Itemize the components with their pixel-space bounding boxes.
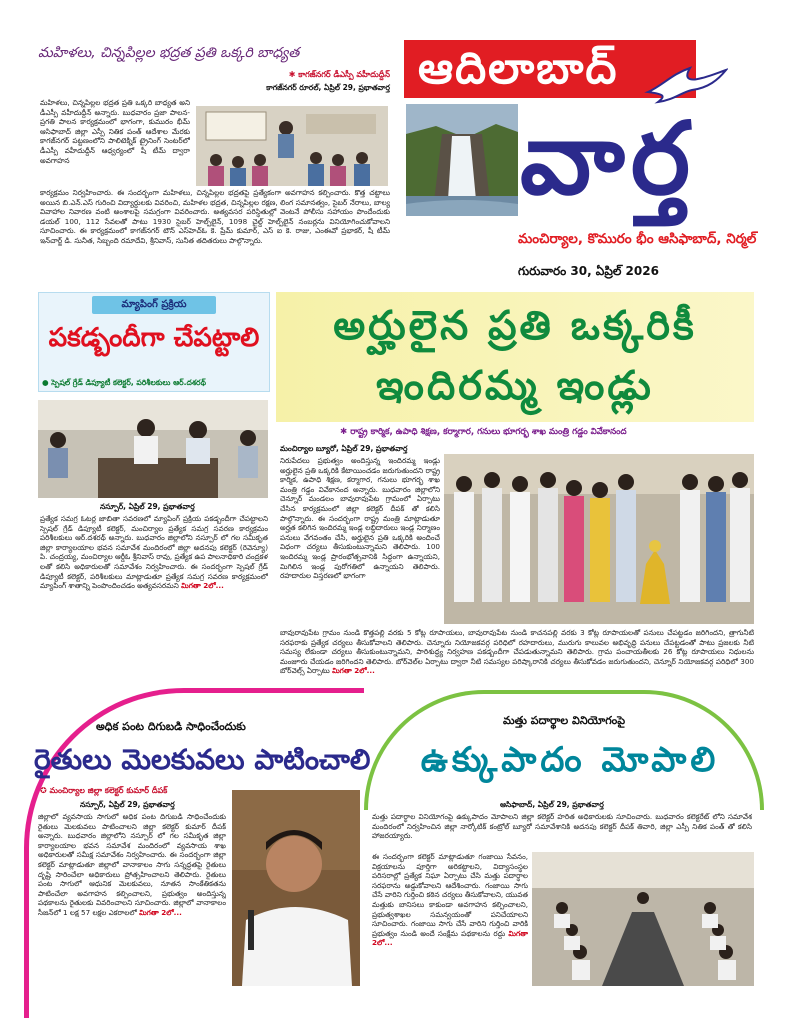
edition-date: గురువారం 30, ఏప్రిల్ 2026 [518,264,659,278]
story2-dateline: నస్పూర్, ఏప్రిల్ 29, ప్రభాతవార్త [100,502,195,511]
masthead-title-red: ఆదిలాబాద్ [404,40,696,98]
story2-continued-link[interactable]: మిగతా 2లో... [181,581,224,591]
story4-kicker: అధిక పంట దిగుబడి సాధించేందుకు [96,720,246,733]
story1-body-column: మహిళలు, చిన్నపిల్లల భద్రత ప్రతి ఒక్కరి బాధ్యత అని డీఎస్పీ వహీదుద్దీన్ అన్నారు. బుధవారం ప్రజా పాలన-ప్రగతి పాలన కార్యక్రమంలో భాగంగా, కుమురం భీమ్ ఆసిఫాబాద్ జిల్లా ఎస్పీ నితిక పంత్ ఆదేశాల మేరకు కాగజ్‌నగర్ పట్టణంలోని పాలిటెక్నిక్ ట్రైనింగ్ సెంటర్‌లో డీఎస్పీ వహీదుద్దీన్ ఆధ్వర్యంలో షీ టీమ్ ద్వారా అవగాహన [40,98,190,165]
lead-dateline: మంచిర్యాల బ్యూరో, ఏప్రిల్ 29, ప్రభాతవార్త [280,444,408,453]
story2-body-text: ప్రత్యేక సమగ్ర ఓటర్ల జాబితా సవరణలో మ్యాపింగ్ ప్రక్రియ పకడ్బందీగా చేపట్టాలని స్పెషల్ గ్రేడ్ డిప్యూటీ కలెక్టర్, మంచిర్యాల ప్రత్యేక సమగ్ర సవరణ కార్యక్రమం పరిశీలకులు ఆర్.దశరథ్ అన్నారు. బుధవారం జిల్లాలోని నస్పూర్ లో గల సమీకృత జిల్లా కార్యాలయాల భవన సమావేశ మందిరంలో జిల్లా అదనపు కలెక్టర్ (రెవెన్యూ) పి. చంద్రయ్య, మంచిర్యాల ఆర్డీఓ శ్రీనివాస్ రావు, ప్రత్యేక ఉప పాలనాధికారి చంద్రకళ లతో కలిసి అధికారులతో సమావేశం నిర్వహించారు. ఈ సందర్భంగా స్పెషల్ గ్రేడ్ డిప్యూటీ కలెక్టర్, పరిశీలకులు మాట్లాడుతూ ప్రత్యేక సమగ్ర సవరణ కార్యక్రమంలో మ్యాపింగ్ శాతాన్ని పెంపొందించడం అత్యవసరమని [40,514,268,591]
story2-photo [38,400,268,498]
story4-body [38,812,226,1008]
story2-headline: పకడ్బందీగా చేపట్టాలి [48,323,260,353]
waterfall-photo [406,104,518,216]
story4-dateline: నస్పూర్, ఏప్రిల్ 29, ప్రభాతవార్త [80,800,175,809]
story5-headline: ఉక్కుపాదం మోపాలి [420,740,720,780]
lead-subhead: ✱ రాష్ట్ర కార్మిక, ఉపాధి శిక్షణ, కర్మాగార, గనులు భూగర్భ శాఖ మంత్రి గడ్డం వివేకానంద [340,427,627,437]
lead-headline-line1: అర్హులైన ప్రతి ఒక్కరికీ [333,303,697,349]
lead-photo [444,454,754,624]
story5-body-column [372,852,528,1012]
story5-body-top: మత్తు పదార్థాల వినియోగంపై ఉక్కుపాదం మోపాలని జిల్లా కలెక్టర్ హరిత అధికారులకు సూచించారు. బుధవారం కలెక్టరేట్ లోని సమావేశ మందిరంలో నిర్వహించిన జిల్లా నార్కోటిక్ కంట్రోల్ బ్యూరో సమావేశానికి అదనపు కలెక్టర్ దీపక్ తివారి, జిల్లా ఎస్పీ నితిక పంత్ తో కలిసి హాజరయ్యారు. [372,812,752,841]
story2-body [40,514,268,674]
story5-dateline: ఆసిఫాబాద్, ఏప్రిల్ 29, ప్రభాతవార్త [500,800,604,809]
story2-subhead: ● స్పెషల్ గ్రేడ్ డిప్యూటీ కలెక్టర్, పరిశీలకులు ఆర్.దశరథ్ [42,378,206,387]
lead-headline-line2: ఇందిరమ్మ ఇండ్లు [376,363,654,409]
lead-body [280,628,754,684]
lead-continued-link[interactable]: మిగతా 2లో... [332,666,375,676]
lead-body-column: నిరుపేదలు ప్రభుత్వం అందిస్తున్న ఇందిరమ్మ ఇండ్లు అర్హులైన ప్రతి ఒక్కరికి కేటాయించడం జరుగుతుందని రాష్ట్ర కార్మిక, ఉపాధి శిక్షణ, కర్మాగార, గనులు భూగర్భ శాఖ మంత్రి గడ్డం వివేకానంద అన్నారు. బుధవారం జిల్లాలోని చెన్నూర్ మండలం బావురావుపేట గ్రామంలో ఏర్పాటు చేసిన కార్యక్రమంలో జిల్లా కలెక్టర్ దీపక్ తో కలిసి పాల్గొన్నారు. ఈ సందర్భంగా రాష్ట్ర మంత్రి మాట్లాడుతూ అర్హత కలిగిన ఇందిరమ్మ ఇండ్ల లబ్ధిదారులు ఇండ్ల నిర్మాణం పనులు వేగవంతం చేసి, అర్హులైన ప్రతి ఒక్కరికి అందించే విధంగా చర్యలు తీసుకుంటున్నామని తెలిపారు. 100 ఇందిరమ్మ ఇండ్ల ప్రారంభోత్సవానికి సిద్ధంగా ఉన్నాయని, మిగిలిన ఇండ్ల పురోగతిలో ఉన్నాయని తెలిపారు. రహదారుల విస్తరణలో భాగంగా [280,456,440,581]
story5-body-text: ఈ సందర్భంగా కలెక్టర్ మాట్లాడుతూ గంజాయి సేవనం, విక్రయాలను పూర్తిగా అరికట్టాలని, విద్యాసంస్థల పరిసరాల్లో ప్రత్యేక నిఘా ఏర్పాటు చేసి మత్తు పదార్థాల సరఫరాను అడ్డుకోవాలని ఆదేశించారు. గంజాయి సాగు చేసే వారిని గుర్తించి కఠిన చర్యలు తీసుకోవాలని, యువత మత్తుకు బానిసలు కాకుండా అవగాహన కల్పించాలని, ప్రభుత్వశాఖల సమన్వయంతో పనిచేయాలని సూచించారు. గంజాయి సాగు చేసే వారిని గుర్తించి వారికి ప్రభుత్వం నుండి అందే సంక్షేమ పథకాలను రద్దు [372,852,528,938]
story5-continued-link[interactable]: మిగతా 2లో... [372,928,528,948]
story4-continued-link[interactable]: మిగతా 2లో... [139,907,182,917]
story4-body-text: జిల్లాలో వ్యవసాయ సాగులో అధిక పంట దిగుబడి సాధించేందుకు రైతులు మెలకువలు పాటించాలని జిల్లా కలెక్టర్ కుమార్ దీపక్ అన్నారు. బుధవారం జిల్లాలోని నస్పూర్ లో గల సమీకృత జిల్లా కార్యాలయాల భవన సమావేశ మందిరంలో వ్యవసాయ శాఖ అధికారులతో సమీక్ష సమావేశం నిర్వహించారు. ఈ సందర్భంగా జిల్లా కలెక్టర్ మాట్లాడుతూ జిల్లాలో వానాకాలం సాగు సన్నద్ధతపై రైతులు దృష్టి సారించేలా అధికారులు ప్రోత్సహించాలని తెలిపారు. రైతులు పంట సాగులో ఆధునిక మెలకువలు, నూతన సాంకేతికతను పాటించేలా అవగాహన కల్పించాలని, ప్రభుత్వం అందిస్తున్న పథకాలను రైతులకు వివరించాలని సూచించారు. జిల్లాలో వానాకాలం సీజన్‌లో 1 లక్ష 57 లక్షల ఎకరాలలో [38,812,226,917]
story1-body: కార్యక్రమం నిర్వహించారు. ఈ సందర్భంగా మహిళలు, చిన్నపిల్లల భద్రతపై ప్రత్యేకంగా అవగాహన కల్పించారు. కొత్త చట్టాలు అయిన బి.ఎన్.ఎస్ గురించి విద్యార్థులకు వివరించి, మహిళల భద్రత, చిన్నపిల్లల రక్షణ, లింగ సమానత్వం, సైబర్ నేరాలు, బాల్య వివాహాల నివారణ వంటి అంశాలపై సమగ్రంగా వివరించారు. అత్యవసర పరిస్థితుల్లో వెంటనే పోలీసు సహాయం పొందేందుకు డయల్ 100, 112 సేవలతో పాటు 1930 సైబర్ హెల్ప్‌లైన్, 1098 చైల్డ్ హెల్ప్‌లైన్ నంబర్లను వినియోగించుకోవాలని సూచించారు. ఈ కార్యక్రమంలో కాగజ్‌నగర్ టౌన్ ఎస్‌హెచ్‌ఓ కె. ప్రేమ్ కుమార్, ఎస్ ఐ కె. రాజు, ఎంఈవో ప్రభాకర్, షీ టీమ్ ఇన్‌చార్జ్ డి. సునీత, సిబ్బంది రమాదేవి, శ్రీనివాస్, సునీత తదితరులు పాల్గొన్నారు. [40,188,390,245]
story5-meeting-photo [532,852,754,986]
story4-byline: ✪ మంచిర్యాల జిల్లా కలెక్టర్ కుమార్ దీపక్ [40,786,168,795]
story2-kicker: మ్యాపింగ్ ప్రక్రియ [92,296,216,314]
story4-collector-photo [232,790,360,986]
story4-headline: రైతులు మెలకువలు పాటించాలి [34,743,371,776]
story5-kicker: మత్తు పదార్థాల వినియోగంపై [502,714,626,727]
lead-body-text: బావురావుపేట గ్రామం నుండి కొత్తపల్లి వరకు 5 కోట్ల రూపాయలు, బావురావుపేట నుండి కాచనపల్లి వరకు 3 కోట్ల రూపాయలతో పనులు చేపట్టడం జరిగిందని, త్రాగునీటి సరఫరాకు ప్రత్యేక చర్యలు తీసుకోవాలని తెలిపారు. చెన్నూరు నియోజకవర్గ పరిధిలో రహదారులు, మురుగు కాలువల అభివృద్ధి పనులు చేపట్టడంతో పాటు ప్రజలకు నీటి సమస్య లేకుండా చర్యలు తీసుకుంటున్నామని, పారిశుద్ధ్య నిర్వహణ పకడ్బందీగా చేపడుతున్నామని తెలిపారు. గ్రామ పంచాయతీలకు 26 కోట్ల రూపాయలు నిధులను మంజూరు చేయడం జరిగిందని తెలిపారు. బోర్‌వెల్‌ల ఏర్పాటు ద్వారా నీటి సమస్యల పరిష్కారానికి చర్యలు తీసుకోవడం జరుగుతుందని, చెన్నూర్ నియోజకవర్గ పరిధిలో 300 బోర్‌వెల్స్ ఏర్పాటు [280,628,754,676]
masthead-title-main: వార్త [520,100,697,217]
story1-dateline: కాగజ్‌నగర్ రూరల్, ఏప్రిల్ 29, ప్రభాతవార్త [266,83,390,92]
story1-byline: ✱ కాగజ్‌నగర్ డీఎస్పీ వహీదుద్దీన్ [288,70,390,79]
story1-photo [196,106,388,186]
story1-headline: మహిళలు, చిన్నపిల్లల భద్రత ప్రతి ఒక్కరి బాధ్యత [38,45,300,61]
masthead-districts: మంచిర్యాల, కొమురం భీం ఆసిఫాబాద్, నిర్మల్ [518,231,757,247]
